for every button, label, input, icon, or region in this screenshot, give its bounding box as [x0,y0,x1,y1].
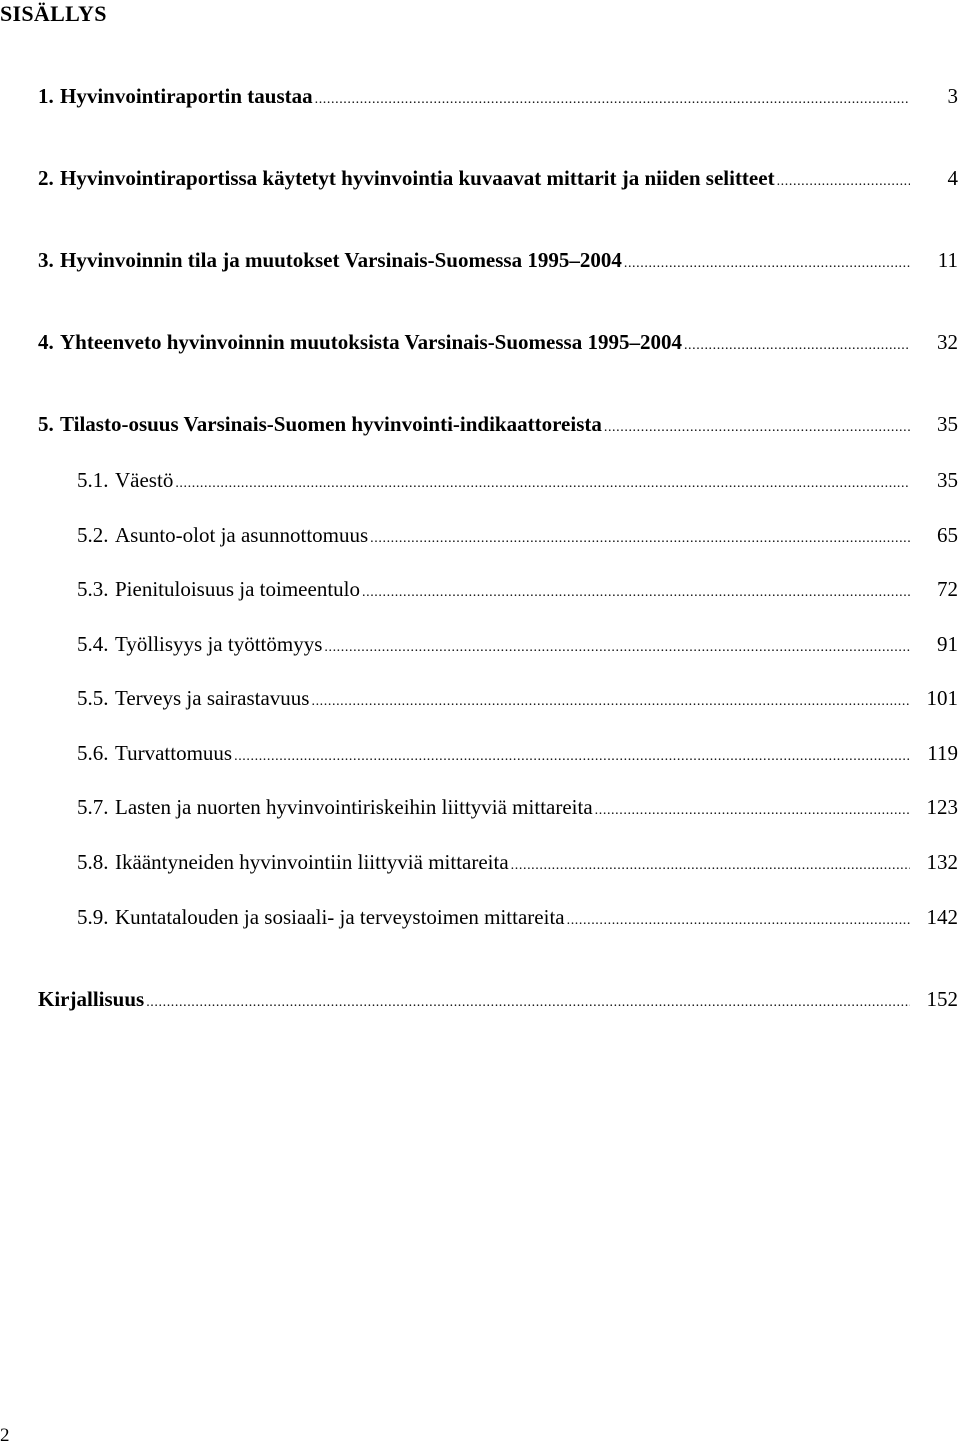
toc-entry[interactable] [77,903,958,931]
toc-entry-page: 65 [937,523,958,547]
toc-leader-dots [324,634,910,662]
toc-entry-number: 5.6. [77,741,109,765]
toc-leader-dots [777,168,910,196]
toc-entry[interactable] [77,630,958,658]
toc-entry[interactable] [77,684,958,712]
toc-entry-number: 5.4. [77,632,109,656]
toc-leader-dots [511,852,910,880]
toc-entry-title: Asunto-olot ja asunnottomuus [115,523,369,547]
page-heading: SISÄLLYS [0,1,107,26]
toc-entry-number: 5. [38,412,54,436]
toc-entry-title: Lasten ja nuorten hyvinvointiriskeihin liittyviä mittareita [115,795,593,819]
toc-entry-page: 91 [937,632,958,656]
toc-entry-page: 35 [937,468,958,492]
toc-entry-title: Kirjallisuus [38,987,145,1011]
toc-entry-number: 5.2. [77,523,109,547]
toc-leader-dots [595,797,910,825]
toc-entry-title: Hyvinvointiraportissa käytetyt hyvinvointia kuvaavat mittarit ja niiden selitteet [60,166,775,190]
toc-entry-title: Pienituloisuus ja toimeentulo [115,577,360,601]
toc-entry-number: 3. [38,248,54,272]
toc-entry-title: Hyvinvointiraportin taustaa [60,84,313,108]
toc-leader-dots [311,688,910,716]
toc-leader-dots [567,907,910,935]
toc-entry-page: 4 [947,166,958,190]
page-number: 2 [0,1425,10,1446]
toc-entry[interactable] [77,575,958,603]
toc-entry[interactable] [77,466,958,494]
toc-entry-page: 119 [927,741,958,765]
toc-entry-title: Tilasto-osuus Varsinais-Suomen hyvinvointi-indikaattoreista [60,412,602,436]
toc-leader-dots [315,86,910,114]
toc-entry-page: 152 [926,987,958,1011]
toc-leader-dots [370,525,910,553]
toc-leader-dots [234,743,910,771]
toc-entry-bibliography[interactable] [38,985,958,1013]
toc-entry-number: 5.1. [77,468,109,492]
toc-leader-dots [362,579,910,607]
toc-entry-number: 5.5. [77,686,109,710]
toc-entry-page: 142 [926,905,958,929]
toc-entry-number: 5.9. [77,905,109,929]
toc-leader-dots [175,470,910,498]
toc-entry-page: 132 [926,850,958,874]
toc-entry[interactable] [38,164,958,192]
toc-entry-title: Kuntatalouden ja sosiaali- ja terveystoimen mittareita [115,905,565,929]
toc-entry-number: 5.3. [77,577,109,601]
toc-entry[interactable] [77,848,958,876]
toc-entry-title: Hyvinvoinnin tila ja muutokset Varsinais-Suomessa 1995–2004 [60,248,622,272]
toc-entry-number: 5.8. [77,850,109,874]
toc-entry-title: Ikääntyneiden hyvinvointiin liittyviä mittareita [115,850,509,874]
toc-entry-title: Yhteenveto hyvinvoinnin muutoksista Varsinais-Suomessa 1995–2004 [60,330,682,354]
toc-leader-dots [624,250,910,278]
toc-entry-number: 4. [38,330,54,354]
toc-entry-title: Terveys ja sairastavuus [115,686,310,710]
toc-leader-dots [604,414,910,442]
toc-entry[interactable] [77,521,958,549]
toc-entry[interactable] [77,739,958,767]
toc-entry-page: 101 [926,686,958,710]
toc-entry-page: 72 [937,577,958,601]
toc-entry-page: 11 [937,248,958,272]
toc-entry[interactable] [77,793,958,821]
toc-entry[interactable] [38,82,958,110]
toc-entry-title: Työllisyys ja työttömyys [115,632,323,656]
toc-entry-number: 5.7. [77,795,109,819]
toc-entry-title: Väestö [115,468,174,492]
toc-leader-dots [146,989,910,1017]
toc-leader-dots [684,332,910,360]
toc-entry-page: 3 [947,84,958,108]
toc-entry-title: Turvattomuus [115,741,233,765]
toc-entry-page: 32 [937,330,958,354]
toc-entry[interactable] [38,328,958,356]
toc-entry-number: 1. [38,84,54,108]
toc-entry-page: 123 [926,795,958,819]
toc-entry[interactable] [38,246,958,274]
toc-entry-page: 35 [937,412,958,436]
toc-entry-number: 2. [38,166,54,190]
toc-entry[interactable] [38,410,958,438]
